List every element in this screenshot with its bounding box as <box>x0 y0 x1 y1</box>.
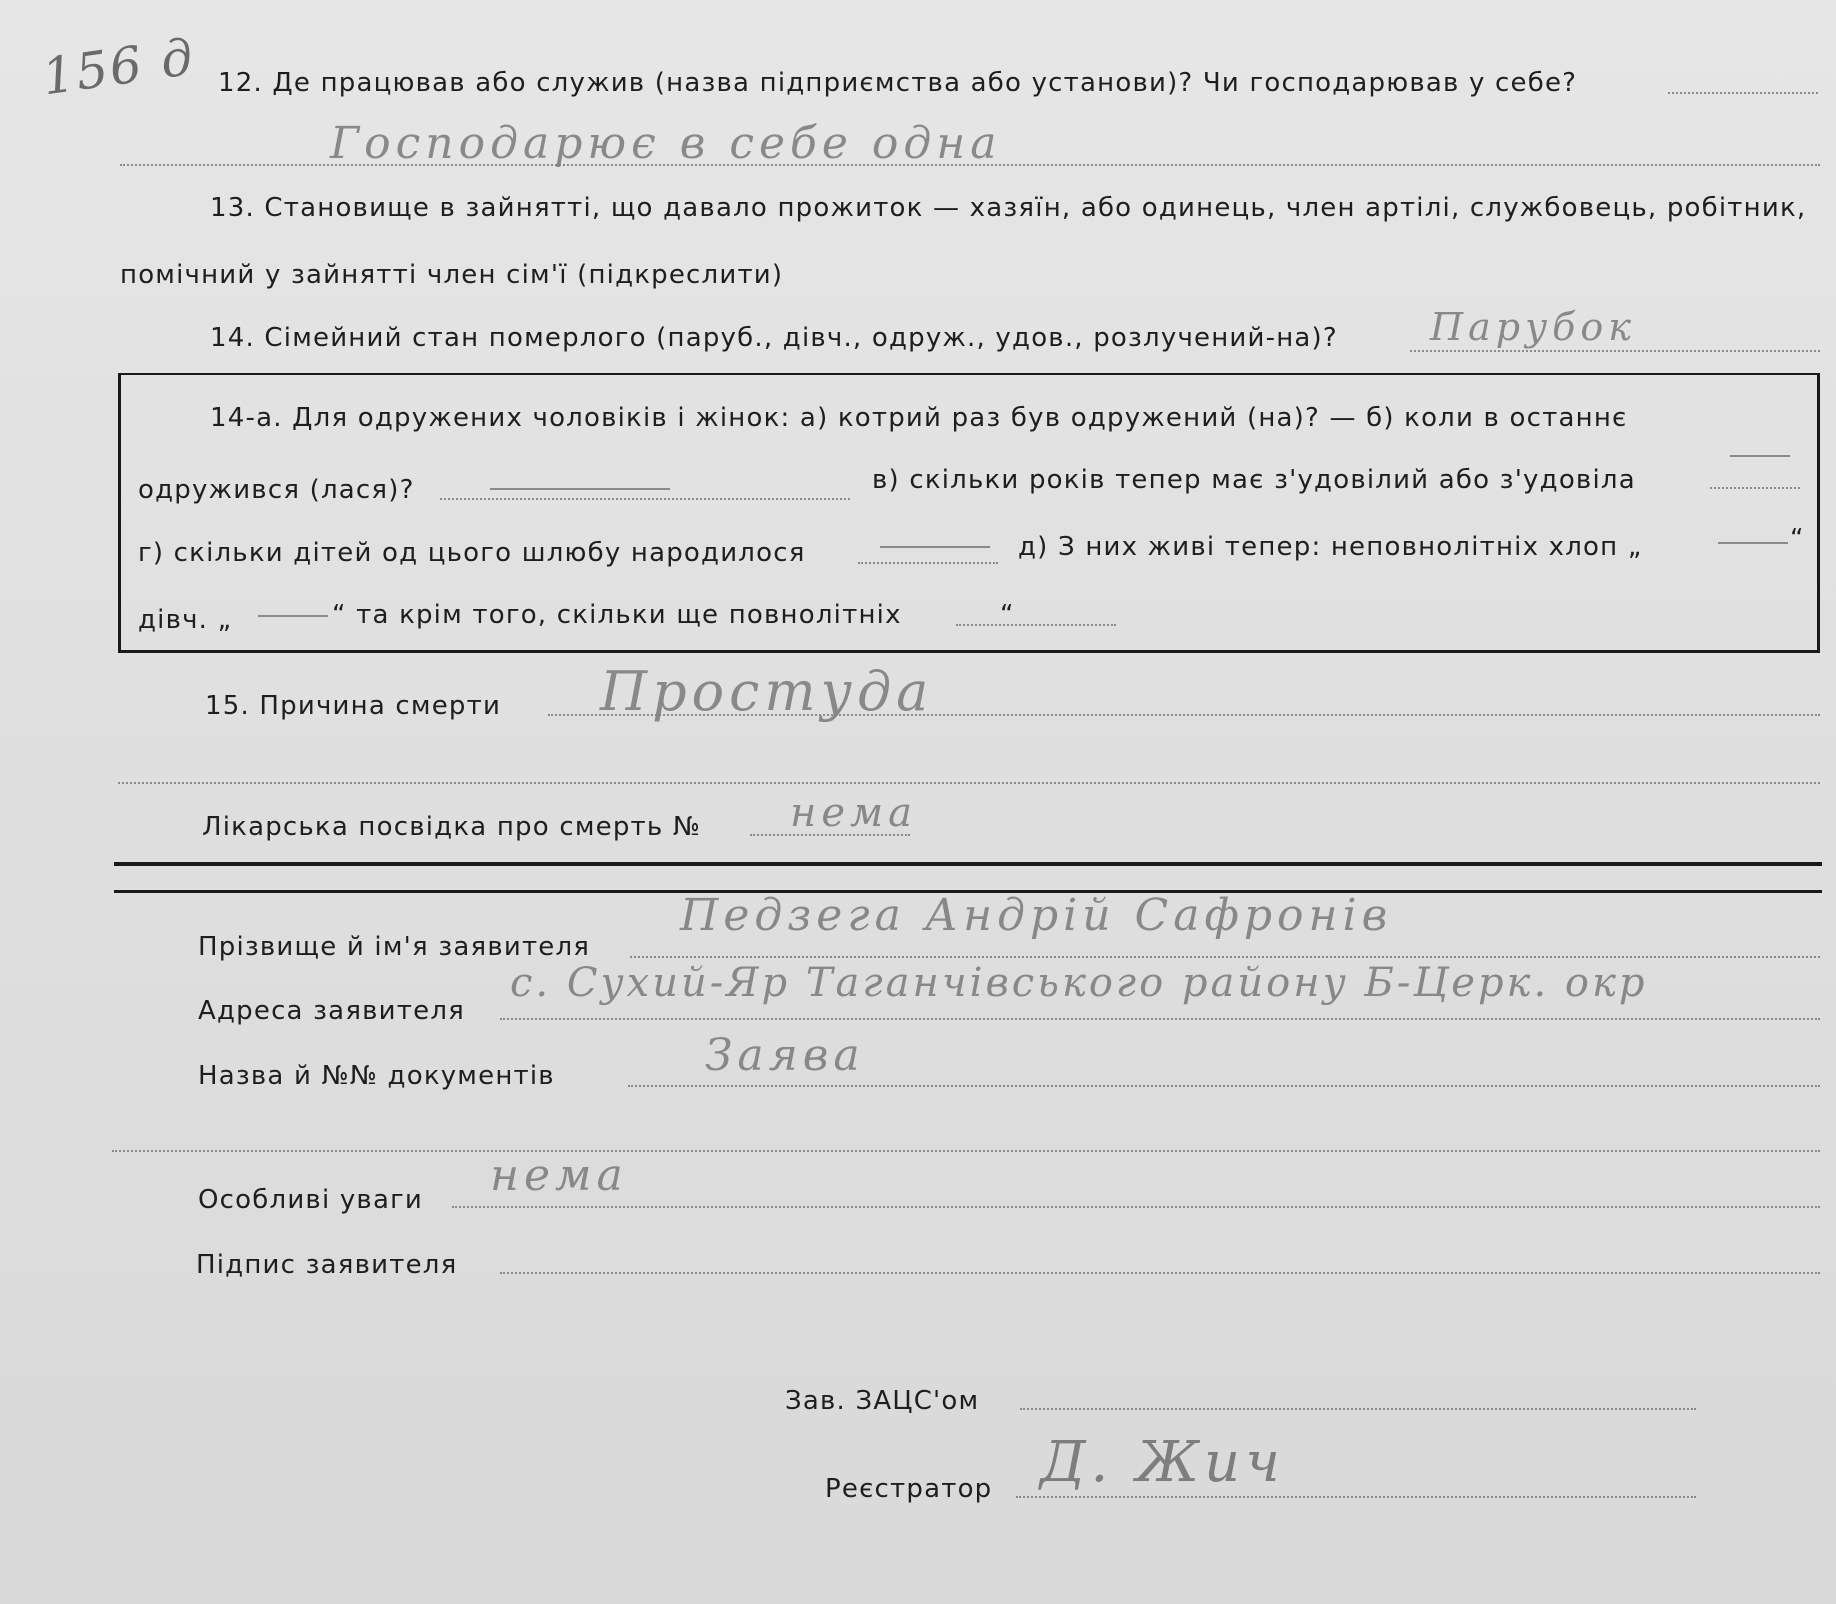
margin-note: 156 д <box>38 27 199 107</box>
applicant-address-line <box>500 1018 1820 1020</box>
zags-head-label: Зав. ЗАЦС'ом <box>785 1386 980 1416</box>
q14a-line4b: “ та крім того, скільки ще повнолітніх <box>332 600 902 630</box>
applicant-address-label: Адреса заявителя <box>198 996 465 1026</box>
medical-certificate-label: Лікарська посвідка про смерть № <box>202 812 702 842</box>
q14a-line2a: одружився (лася)? <box>138 475 415 505</box>
q14a-children-dash <box>880 546 990 548</box>
registrar-signature-line <box>1016 1496 1696 1498</box>
documents-line <box>628 1085 1820 1087</box>
zags-head-signature-line <box>1020 1408 1696 1410</box>
q14a-boys-dash <box>1718 542 1788 544</box>
q12-handwritten-answer: Господарює в себе одна <box>330 118 1002 169</box>
special-notes-value: нема <box>490 1150 628 1201</box>
documents-label: Назва й №№ документів <box>198 1061 555 1091</box>
applicant-address-value: с. Сухий-Яр Таганчівського району Б-Церк. окр <box>510 960 1648 1006</box>
q14a-line2b: в) скільки років тепер має з'удовілий або з'удовіла <box>872 465 1636 495</box>
q14-handwritten-answer: Парубок <box>1430 305 1636 349</box>
documents-line-2 <box>112 1150 1820 1152</box>
q14a-adults-line <box>956 624 1116 626</box>
q14a-married-when-dash <box>490 488 670 490</box>
q14a-line1: 14-а. Для одружених чоловіків і жінок: а) котрий раз був одружений (на)? — б) коли в останнє <box>210 403 1628 433</box>
registrar-label: Реєстратор <box>825 1474 993 1504</box>
registrar-signature: Д. Жич <box>1040 1430 1285 1495</box>
applicant-name-line <box>630 956 1820 958</box>
medical-certificate-answer: нема <box>790 790 918 836</box>
q12-label: 12. Де працював або служив (назва підприємства або установи)? Чи господарював у себе? <box>218 68 1578 98</box>
q14a-girls-dash <box>258 615 328 617</box>
q14a-line3b: д) З них живі тепер: неповнолітніх хлоп „ <box>1018 532 1643 562</box>
special-notes-line <box>452 1206 1820 1208</box>
q14a-line3c: “ <box>1790 524 1805 554</box>
q14a-line3a: г) скільки дітей од цього шлюбу народилося <box>138 538 806 568</box>
q14a-widowed-line <box>1710 487 1800 489</box>
applicant-signature-label: Підпис заявителя <box>196 1250 458 1280</box>
q15-answer-line-2 <box>118 782 1820 784</box>
q14a-line4a: дівч. „ <box>138 605 233 635</box>
q13-label-line1: 13. Становище в зайнятті, що давало прожиток — хазяїн, або одинець, член артілі, службовець, робітник, <box>210 193 1807 223</box>
section-divider-top <box>114 862 1822 866</box>
applicant-name-label: Прізвище й ім'я заявителя <box>198 932 591 962</box>
documents-value: Заява <box>705 1030 865 1081</box>
q12-dotted-line <box>1668 92 1818 94</box>
q14a-widowed-dash <box>1730 455 1790 457</box>
q15-label: 15. Причина смерти <box>205 691 502 721</box>
q15-handwritten-answer: Простуда <box>600 660 934 723</box>
applicant-name-value: Педзега Андрій Сафронів <box>680 890 1393 941</box>
q14a-line4c: “ <box>1000 600 1015 630</box>
applicant-signature-line <box>500 1272 1820 1274</box>
q14-label: 14. Сімейний стан померлого (паруб., дівч., одруж., удов., розлучений-на)? <box>210 323 1338 353</box>
special-notes-label: Особливі уваги <box>198 1185 424 1215</box>
q13-label-line2: помічний у зайнятті член сім'ї (підкреслити) <box>120 260 784 290</box>
q14-answer-line <box>1410 350 1820 352</box>
q14a-children-line <box>858 562 998 564</box>
q14a-married-when-line <box>440 498 850 500</box>
